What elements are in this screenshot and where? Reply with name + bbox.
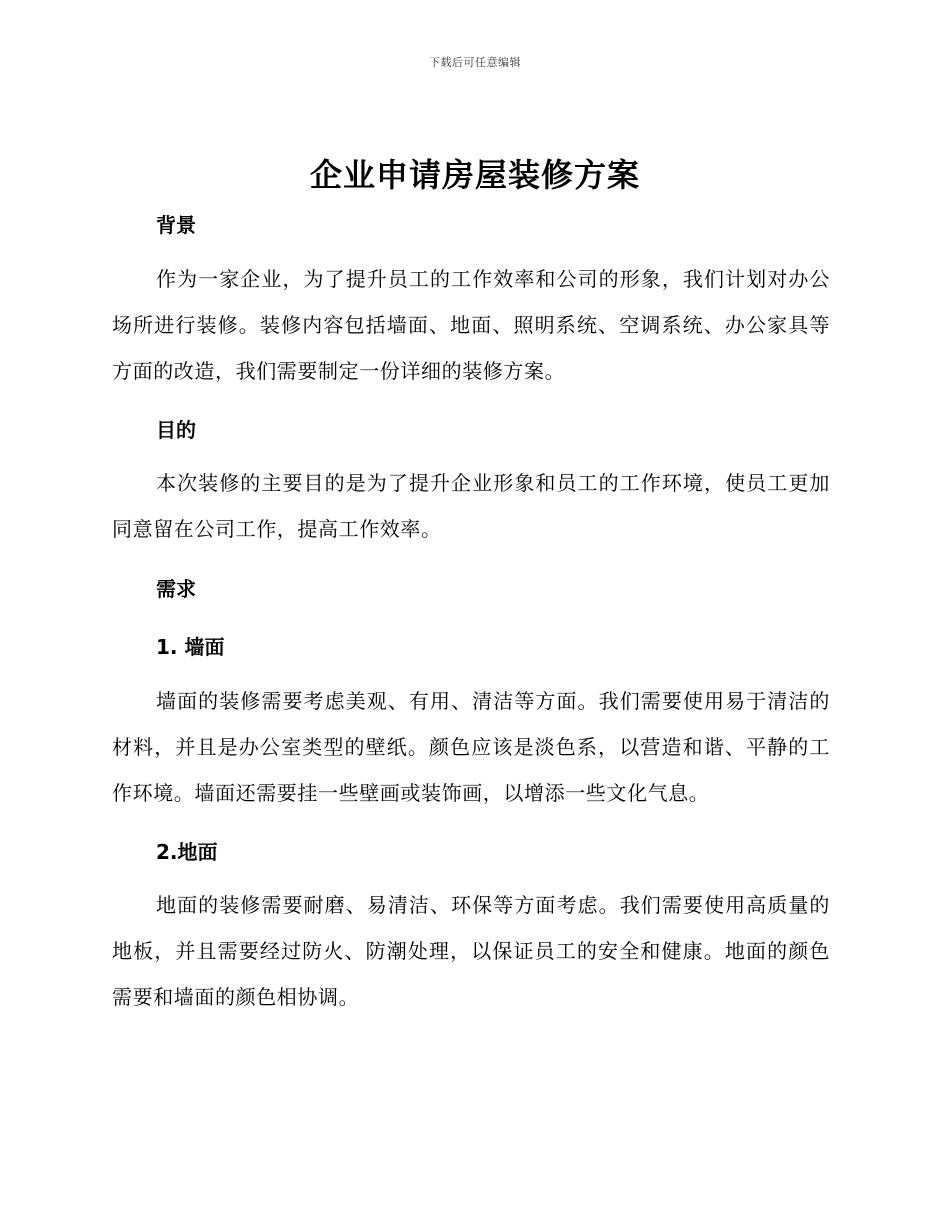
subsection-heading-wall: 1. 墙面 — [156, 635, 225, 659]
section-heading-purpose: 目的 — [156, 418, 196, 442]
paragraph-wall: 墙面的装修需要考虑美观、有用、清洁等方面。我们需要使用易于清洁的材料，并且是办公室类型的壁纸。颜色应该是淡色系，以营造和谐、平静的工作环境。墙面还需要挂一些壁画或装饰画，以增添一些文化气息。 — [112, 689, 830, 805]
section-heading-background: 背景 — [156, 213, 196, 237]
paragraph-purpose: 本次装修的主要目的是为了提升企业形象和员工的工作环境，使员工更加同意留在公司工作，提高工作效率。 — [112, 471, 830, 541]
paragraph-background: 作为一家企业，为了提升员工的工作效率和公司的形象，我们计划对办公场所进行装修。装修内容包括墙面、地面、照明系统、空调系统、办公家具等方面的改造，我们需要制定一份详细的装修方案。 — [112, 267, 830, 383]
section-heading-requirements: 需求 — [156, 577, 196, 601]
header-note: 下载后可任意编辑 — [429, 56, 521, 69]
subsection-heading-floor: 2.地面 — [156, 840, 218, 864]
paragraph-floor: 地面的装修需要耐磨、易清洁、环保等方面考虑。我们需要使用高质量的地板，并且需要经过防火、防潮处理，以保证员工的安全和健康。地面的颜色需要和墙面的颜色相协调。 — [112, 893, 830, 1009]
document-title: 企业申请房屋装修方案 — [309, 156, 640, 194]
